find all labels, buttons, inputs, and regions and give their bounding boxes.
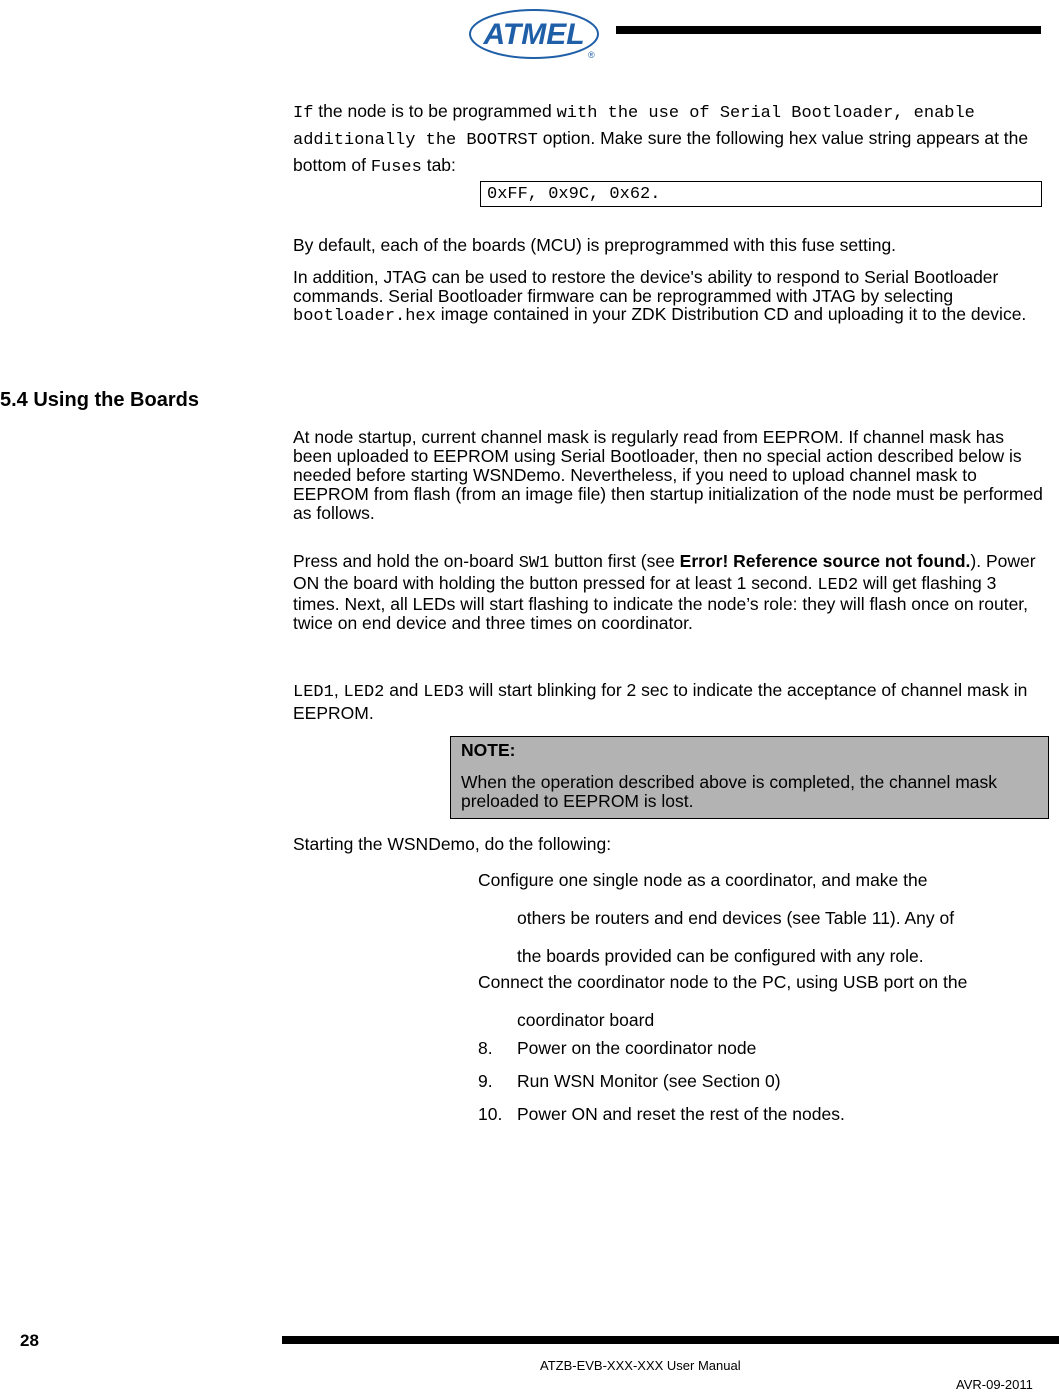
logo-text: ATMEL (483, 18, 585, 51)
footer-rule (282, 1336, 1059, 1344)
list-item: 10. Power ON and reset the rest of the nodes. (478, 1104, 845, 1124)
section-paragraph-4: Starting the WSNDemo, do the following: (293, 834, 612, 854)
intro-paragraph-2: By default, each of the boards (MCU) is preprogrammed with this fuse setting. (293, 235, 897, 255)
atmel-logo (468, 8, 600, 60)
section-paragraph-3: LED1, LED2 and LED3 will start blinking for 2 sec to indicate the acceptance of channel mask in EEPROM. (293, 680, 1028, 723)
list-item: 9. Run WSN Monitor (see Section 0) (478, 1071, 781, 1091)
note-heading: NOTE: (461, 740, 516, 760)
list-item: 8. Power on the coordinator node (478, 1038, 757, 1058)
hex-value-box: 0xFF, 0x9C, 0x62. (480, 181, 1042, 207)
intro-paragraph-3: In addition, JTAG can be used to restore the device's ability to respond to Serial Bootloader commands. Serial Bootloader firmware can be reprogrammed with JTAG by selecting bootloader.hex image contained in your ZDK Distribution CD and uploading it to the device. (293, 267, 1027, 326)
section-title: 5.4 Using the Boards (0, 389, 199, 411)
footer-doc-code: AVR-09-2011 (956, 1377, 1033, 1392)
reference-error: Error! Reference source not found. (679, 551, 971, 571)
section-paragraph-2: Press and hold the on-board SW1 button first (see Error! Reference source not found.). Power ON the board with holding the button pressed for at least 1 second. LED2 will get flashing 3 times. Next, all LEDs will start flashing to indicate the node’s role: they will flash once on router, twice on end device and three times on coordinator. (293, 551, 1036, 633)
note-body: When the operation described above is completed, the channel mask preloaded to EEPROM is lost. (461, 772, 998, 811)
list-item: Connect the coordinator node to the PC, using USB port on the coordinator board (478, 972, 968, 1030)
section-paragraph-1: At node startup, current channel mask is regularly read from EEPROM. If channel mask has been uploaded to EEPROM using Serial Bootloader, then no special action described below is needed before starting WSNDemo. Nevertheless, if you need to upload channel mask to EEPROM from flash (from an image file) then startup initialization of the node must be performed as follows. (293, 427, 1043, 523)
header-rule (616, 26, 1041, 34)
intro-paragraph-1: If the node is to be programmed with the use of Serial Bootloader, enable additionally the BOOTRST option. Make sure the following hex value string appears at the bottom of Fuses tab: (293, 101, 1029, 177)
page-number: 28 (20, 1331, 39, 1350)
footer-manual-title: ATZB-EVB-XXX-XXX User Manual (540, 1358, 741, 1373)
svg-text:®: ® (588, 50, 595, 60)
note-box (450, 736, 1049, 819)
list-item: Configure one single node as a coordinator, and make the others be routers and end devices (see Table 11). Any of the boards provided can be configured with any role. (478, 870, 955, 966)
